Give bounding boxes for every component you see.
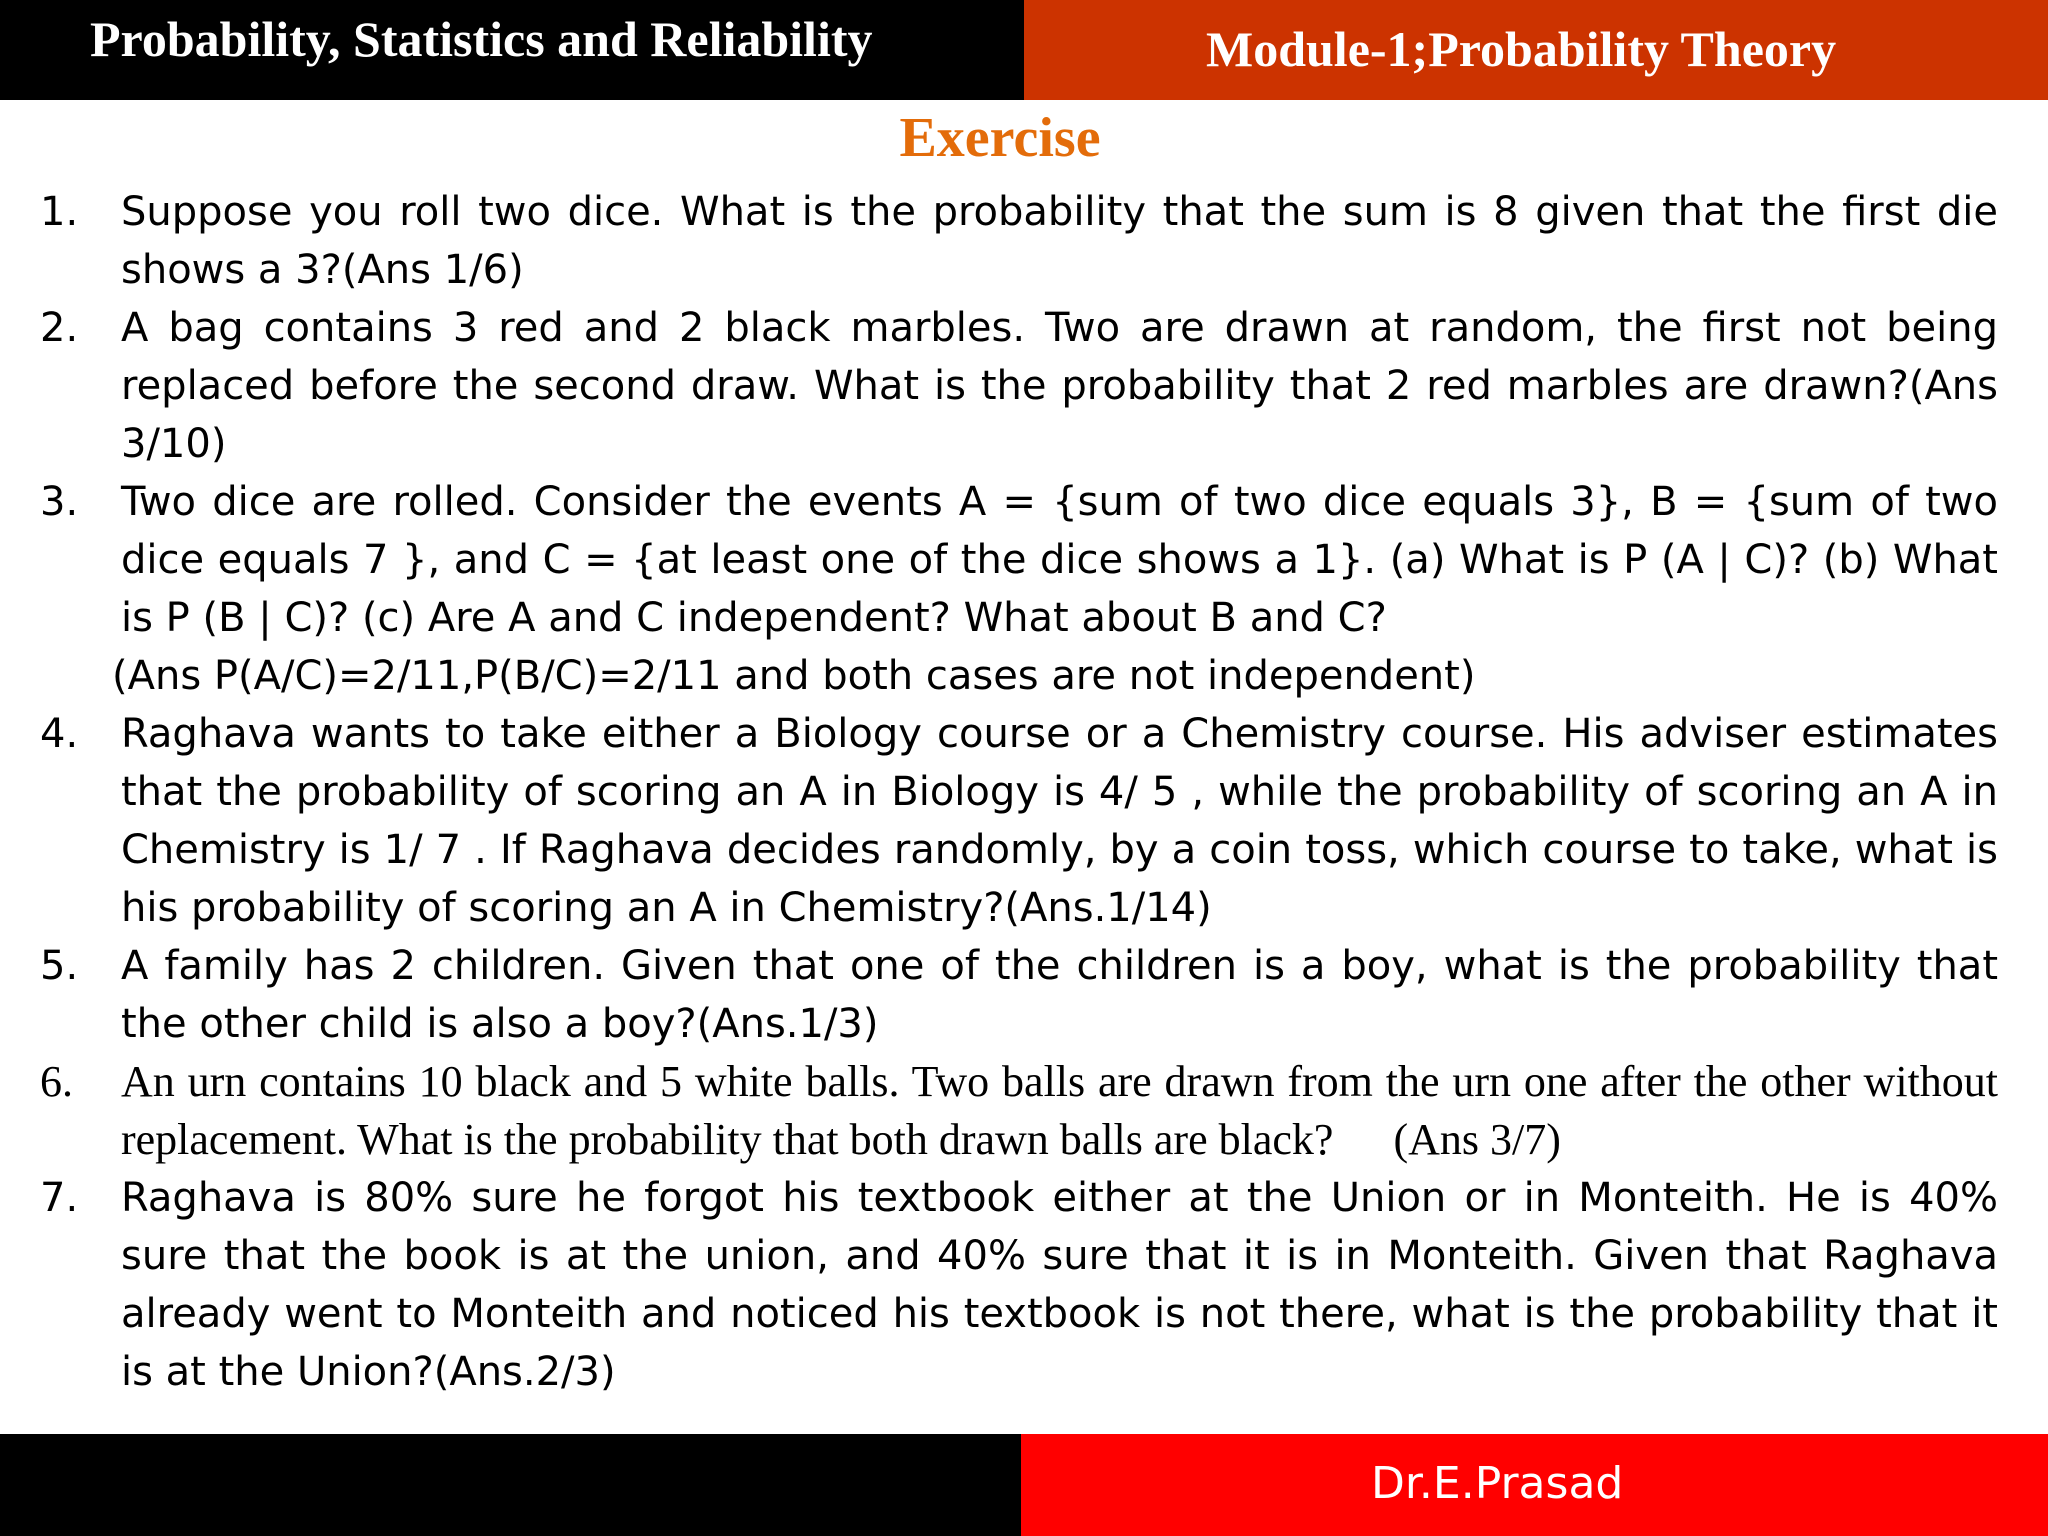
question-item-7 — [40, 1169, 1998, 1401]
module-title: Module-1;Probability Theory — [1206, 21, 1837, 77]
question-item-4 — [40, 705, 1998, 937]
question-item-6 — [40, 1053, 1998, 1169]
question-text: An urn contains 10 black and 5 white balls. Two balls are drawn from the urn one after the other without replacement. What is the probability that both drawn balls are black? — [121, 1057, 1998, 1164]
question-text: Suppose you roll two dice. What is the probability that the sum is 8 given that the first die shows a 3?(Ans 1/6) — [121, 189, 1998, 293]
question-text-container — [121, 1053, 1998, 1169]
question-number: 1. — [40, 189, 79, 235]
question-number: 2. — [40, 305, 79, 351]
author-name: Dr.E.Prasad — [1371, 1458, 1624, 1509]
question-item-5 — [40, 937, 1998, 1053]
exercise-heading: Exercise — [899, 107, 1101, 169]
question-text: A family has 2 children. Given that one of the children is a boy, what is the probability that the other child is also a boy?(Ans.1/3) — [121, 943, 1998, 1047]
question-text: Raghava is 80% sure he forgot his textbook either at the Union or in Monteith. He is 40% sure that the book is at the union, and 40% sure that it is in Monteith. Given that Raghava already went to Monteith and noticed his textbook is not there, what is the probability that it is at the Union?(Ans.2/3) — [121, 1175, 1998, 1395]
question-text: Raghava wants to take either a Biology course or a Chemistry course. His adviser estimates that the probability of scoring an A in Biology is 4/ 5 , while the probability of scoring an A in Chemistry is 1/ 7 . If Raghava decides randomly, by a coin toss, which course to take, what is his probability of scoring an A in Chemistry?(Ans.1/14) — [121, 711, 1998, 931]
question-list — [40, 183, 1998, 1401]
footer-left-band — [0, 1434, 1021, 1536]
question-number: 5. — [40, 943, 79, 989]
question-text: A bag contains 3 red and 2 black marbles. Two are drawn at random, the first not being replaced before the second draw. What is the probability that 2 red marbles are drawn?(Ans 3/10) — [121, 305, 1998, 467]
question-number: 3. — [40, 479, 79, 525]
question-6-answer: (Ans 3/7) — [1393, 1115, 1561, 1164]
question-item-1 — [40, 183, 1998, 299]
question-item-2 — [40, 299, 1998, 473]
question-text: Two dice are rolled. Consider the events A = {sum of two dice equals 3}, B = {sum of two dice equals 7 }, and C = {at least one of the dice shows a 1}. (a) What is P (A | C)? (b) What is P (B | C)? (c) Are A and C independent? What about B and C? — [121, 479, 1998, 641]
question-number: 4. — [40, 711, 79, 757]
question-item-3 — [40, 473, 1998, 647]
question-number: 6. — [40, 1057, 73, 1106]
course-title: Probability, Statistics and Reliability — [90, 11, 873, 67]
question-3-answer: (Ans P(A/C)=2/11,P(B/C)=2/11 and both cases are not independent) — [112, 653, 1476, 699]
question-number: 7. — [40, 1175, 79, 1221]
